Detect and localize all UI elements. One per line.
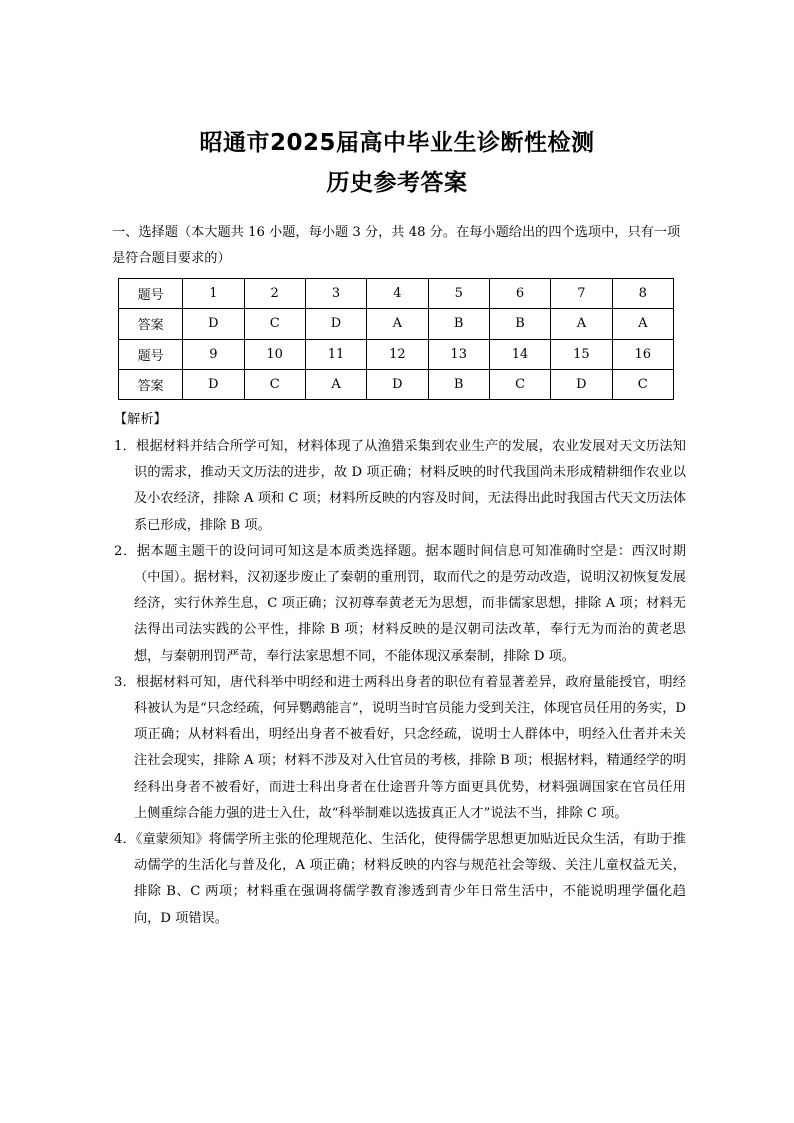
table-cell: 9 [183,339,244,369]
table-cell: 6 [489,279,550,309]
table-cell: D [183,369,244,399]
table-cell: 题号 [119,339,183,369]
table-cell: D [183,309,244,339]
table-cell: 题号 [119,279,183,309]
table-cell: A [551,309,612,339]
table-cell: 3 [305,279,366,309]
table-cell: 10 [244,339,305,369]
analysis-label: 【解析】 [114,412,167,427]
table-cell: A [305,369,366,399]
analysis-list [114,434,686,932]
table-cell: 1 [183,279,244,309]
table-cell: 2 [244,279,305,309]
table-row [119,339,674,369]
table-cell: B [428,369,489,399]
table-cell: D [367,369,428,399]
table-cell: C [244,369,305,399]
table-cell: 13 [428,339,489,369]
list-item: 3．根据材料可知，唐代科举中明经和进士两科出身者的职位有着显著差异，政府量能授官，明经科被认为是“只念经疏，何异鹦鹉能言”，说明当时官员能力受到关注，体现官员任用的务实，D 项正确；从材料看出，明经出身者不被看好，只念经疏，说明士人群体中，明经入仕者并未关注社会现实，排除 A 项；材料不涉及对入仕官员的考核，排除 B 项；根据材料，精通经学的明经科出身者不被看好，而进士科出身者在仕途晋升等方面更具优势，材料强调国家在官员任用上侧重综合能力强的进士入仕，故“科举制难以选拔真正人才”说法不当，排除 C 项。 [114,674,686,821]
list-item: 1．根据材料并结合所学可知，材料体现了从渔猎采集到农业生产的发展，农业发展对天文历法知识的需求，推动天文历法的进步，故 D 项正确；材料反映的时代我国尚未形成精耕细作农业以及小农经济，排除 A 项和 C 项；材料所反映的内容及时间，无法得出此时我国古代天文历法体系已形成，排除 B 项。 [114,439,686,533]
table-cell: D [551,369,612,399]
table-row [119,369,674,399]
table-cell: A [612,309,673,339]
table-cell: 16 [612,339,673,369]
table-cell: B [489,309,550,339]
table-cell: 答案 [119,309,183,339]
section-heading: 一、选择题（本大题共 16 小题，每小题 3 分，共 48 分。在每小题给出的四个选项中，只有一项是符合题目要求的） [112,225,681,266]
table-cell: B [428,309,489,339]
table-cell: 12 [367,339,428,369]
table-cell: C [489,369,550,399]
table-cell: A [367,309,428,339]
table-cell: C [244,309,305,339]
table-row [119,309,674,339]
table-cell: 8 [612,279,673,309]
table-cell: 7 [551,279,612,309]
table-cell: C [612,369,673,399]
page-subtitle: 历史参考答案 [326,170,468,196]
page-title: 昭通市2025届高中毕业生诊断性检测 [199,130,595,156]
table-cell: 14 [489,339,550,369]
answer-table [118,278,674,400]
table-row [119,279,674,309]
list-item: 4．《童蒙须知》将儒学所主张的伦理规范化、生活化，使得儒学思想更加贴近民众生活，有助于推动儒学的生活化与普及化，A 项正确；材料反映的内容与规范社会等级、关注儿童权益无关，排除 B、C 两项；材料重在强调将儒学教育渗透到青少年日常生活中，不能说明理学僵化趋向，D 项错误。 [114,832,686,926]
table-cell: 5 [428,279,489,309]
table-cell: 11 [305,339,366,369]
table-cell: 15 [551,339,612,369]
list-item: 2．据本题主题干的设问词可知这是本质类选择题。据本题时间信息可知准确时空是：西汉时期（中国）。据材料，汉初逐步废止了秦朝的重刑罚，取而代之的是劳动改造，说明汉初恢复发展经济，实行休养生息，C 项正确；汉初尊奉黄老无为思想，而非儒家思想，排除 A 项；材料无法得出司法实践的公平性，排除 B 项；材料反映的是汉朝司法改革，奉行无为而治的黄老思想，与秦朝刑罚严苛，奉行法家思想不同，不能体现汉承秦制，排除 D 项。 [114,543,686,664]
table-cell: 答案 [119,369,183,399]
table-cell: D [305,309,366,339]
table-cell: 4 [367,279,428,309]
